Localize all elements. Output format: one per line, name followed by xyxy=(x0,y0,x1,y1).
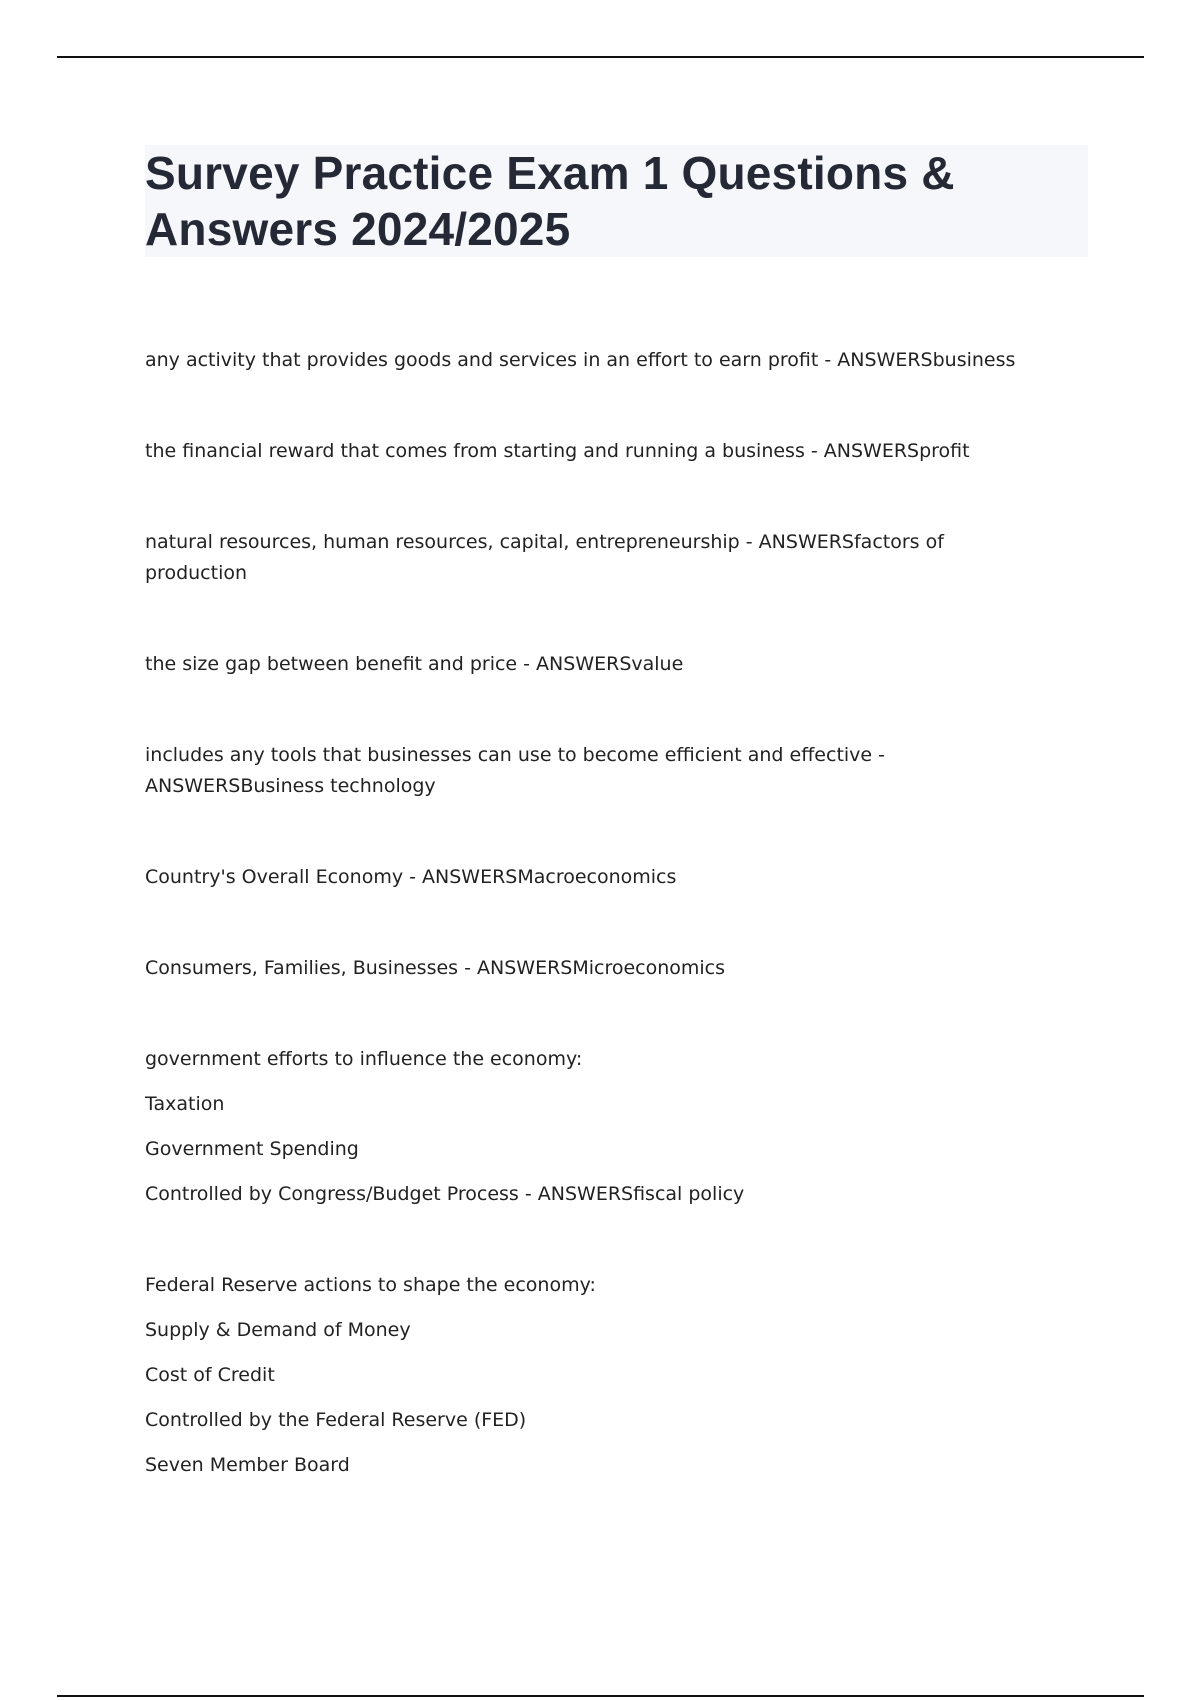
qa-item xyxy=(145,345,1045,376)
qa-item xyxy=(145,740,1045,802)
qa-item xyxy=(145,862,1045,893)
qa-text: natural resources, human resources, capital, entrepreneurship - ANSWERSfactors of production xyxy=(145,531,944,584)
qa-item xyxy=(145,527,1045,589)
qa-line: Seven Member Board xyxy=(145,1454,350,1476)
page-title: Survey Practice Exam 1 Questions & Answers 2024/2025 xyxy=(145,147,955,255)
bottom-divider xyxy=(57,1695,1144,1697)
qa-line: Taxation xyxy=(145,1093,225,1115)
qa-line: Government Spending xyxy=(145,1138,359,1160)
qa-line: Federal Reserve actions to shape the economy: xyxy=(145,1274,596,1296)
qa-item-monetary-policy xyxy=(145,1270,1045,1481)
qa-line: government efforts to influence the economy: xyxy=(145,1048,583,1070)
qa-text: the size gap between benefit and price - ANSWERSvalue xyxy=(145,653,684,675)
qa-line: Controlled by the Federal Reserve (FED) xyxy=(145,1409,527,1431)
qa-item xyxy=(145,649,1045,680)
qa-item xyxy=(145,953,1045,984)
top-divider xyxy=(57,56,1144,58)
qa-line: Supply & Demand of Money xyxy=(145,1319,411,1341)
qa-text: any activity that provides goods and services in an effort to earn profit - ANSWERSbusiness xyxy=(145,349,1016,371)
qa-line: Controlled by Congress/Budget Process - ANSWERSfiscal policy xyxy=(145,1183,745,1205)
qa-text: includes any tools that businesses can use to become efficient and effective - ANSWERSBusiness technology xyxy=(145,744,885,797)
qa-item xyxy=(145,436,1045,467)
qa-list xyxy=(145,345,1045,1541)
qa-text: Country's Overall Economy - ANSWERSMacroeconomics xyxy=(145,866,677,888)
title-banner xyxy=(145,145,1088,257)
qa-text: Consumers, Families, Businesses - ANSWERSMicroeconomics xyxy=(145,957,726,979)
qa-line: Cost of Credit xyxy=(145,1364,275,1386)
qa-item-fiscal-policy xyxy=(145,1044,1045,1210)
qa-text: the financial reward that comes from starting and running a business - ANSWERSprofit xyxy=(145,440,970,462)
